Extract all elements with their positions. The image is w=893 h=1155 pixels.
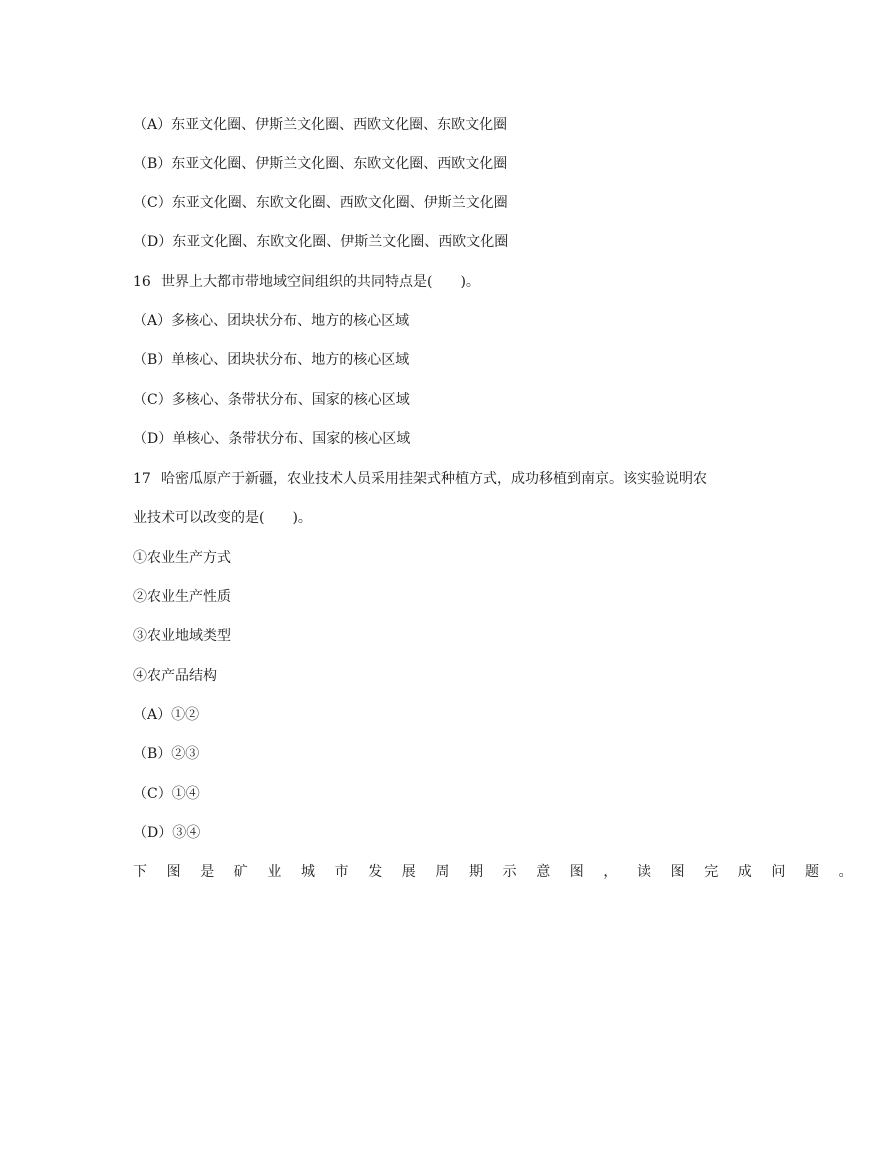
- q15-option-d: （D）东亚文化圈、东欧文化圈、伊斯兰文化圈、西欧文化圈: [133, 234, 509, 250]
- q17-option-b: （B）②③: [133, 746, 200, 762]
- q17-stem-line2: 业技术可以改变的是( )。: [133, 510, 312, 526]
- q15-option-a: （A）东亚文化圈、伊斯兰文化圈、西欧文化圈、东欧文化圈: [133, 117, 508, 133]
- q16-option-c: （C）多核心、条带状分布、国家的核心区域: [133, 392, 410, 408]
- q17-option-a: （A）①②: [133, 707, 200, 723]
- q15-option-c: （C）东亚文化圈、东欧文化圈、西欧文化圈、伊斯兰文化圈: [133, 195, 508, 211]
- q17-statement-3: ③农业地域类型: [133, 628, 231, 644]
- q16-number: 16: [133, 274, 151, 290]
- q15-option-b: （B）东亚文化圈、伊斯兰文化圈、东欧文化圈、西欧文化圈: [133, 156, 508, 172]
- q16-stem: [133, 272, 480, 292]
- q17-stem-text-1: 哈密瓜原产于新疆，农业技术人员采用挂架式种植方式，成功移植到南京。该实验说明农: [161, 471, 707, 487]
- q16-option-d: （D）单核心、条带状分布、国家的核心区域: [133, 431, 411, 447]
- q17-statement-2: ②农业生产性质: [133, 589, 231, 605]
- q16-option-a: （A）多核心、团块状分布、地方的核心区域: [133, 313, 410, 329]
- figure-intro-text: 下图是矿业城市发展周期示意图，读图完成问题。: [133, 864, 873, 880]
- q17-stem-line1: [133, 469, 707, 489]
- q17-number: 17: [133, 471, 151, 487]
- q17-statement-4: ④农产品结构: [133, 668, 217, 684]
- q17-statement-1: ①农业生产方式: [133, 550, 231, 566]
- q16-stem-text: 世界上大都市带地域空间组织的共同特点是( )。: [161, 274, 480, 290]
- q16-option-b: （B）单核心、团块状分布、地方的核心区域: [133, 352, 410, 368]
- q17-option-d: （D）③④: [133, 825, 201, 841]
- q17-option-c: （C）①④: [133, 786, 200, 802]
